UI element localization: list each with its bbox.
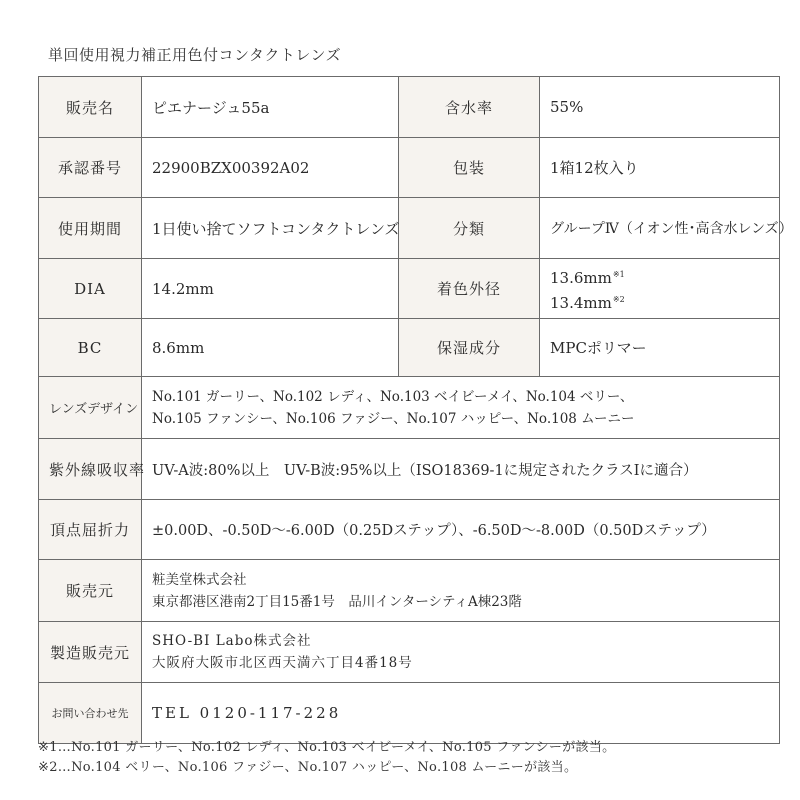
approval-number-label: 承認番号 xyxy=(39,138,142,198)
manufacturer-label: 製造販売元 xyxy=(39,622,142,683)
water-content-value: 55% xyxy=(540,77,780,138)
packaging-label: 包装 xyxy=(399,138,540,198)
distributor-address: 東京都港区港南2丁目15番1号 品川インターシティA棟23階 xyxy=(152,593,522,610)
colored-diameter-line2: 13.4mm xyxy=(550,293,612,312)
classification-label: 分類 xyxy=(399,198,540,259)
table-row xyxy=(39,319,780,377)
table-row xyxy=(39,198,780,259)
table-row xyxy=(39,138,780,198)
moisturizer-value: MPCポリマー xyxy=(540,319,780,377)
colored-diameter-value xyxy=(540,259,780,319)
distributor-value xyxy=(142,560,780,622)
packaging-value: 1箱12枚入り xyxy=(540,138,780,198)
manufacturer-address: 大阪府大阪市北区西天満六丁目4番18号 xyxy=(152,655,413,671)
table-row xyxy=(39,560,780,622)
distributor-label: 販売元 xyxy=(39,560,142,622)
uv-absorption-value: UV-A波:80%以上 UV-B波:95%以上（ISO18369-1に規定されたクラスⅠに適合） xyxy=(142,439,780,500)
dia-value: 14.2mm xyxy=(142,259,399,319)
manufacturer-name: SHO-BI Labo株式会社 xyxy=(152,633,312,649)
lens-design-value xyxy=(142,377,780,439)
table-row xyxy=(39,259,780,319)
footnote-1: ※1…No.101 ガーリー、No.102 レディ、No.103 ベイビーメイ、No.105 ファンシーが該当。 xyxy=(38,740,616,755)
uv-absorption-label: 紫外線吸収率 xyxy=(39,439,142,500)
contact-phone: TEL 0120-117-228 xyxy=(142,683,780,744)
dia-label: DIA xyxy=(39,259,142,319)
lens-design-label: レンズデザイン xyxy=(39,377,142,439)
table-row xyxy=(39,439,780,500)
usage-period-label: 使用期間 xyxy=(39,198,142,259)
sales-name-value: ピエナージュ55a xyxy=(142,77,399,138)
table-row xyxy=(39,77,780,138)
usage-period-value: 1日使い捨てソフトコンタクトレンズ xyxy=(142,198,399,259)
water-content-label: 含水率 xyxy=(399,77,540,138)
manufacturer-value xyxy=(142,622,780,683)
note1-marker: ※1 xyxy=(612,269,625,279)
footnote-2: ※2…No.104 ベリー、No.106 ファジー、No.107 ハッピー、No.108 ムーニーが該当。 xyxy=(38,760,578,775)
table-row xyxy=(39,500,780,560)
table-row xyxy=(39,683,780,744)
vertex-power-value: ±0.00D、-0.50D〜-6.00D（0.25Dステップ）、-6.50D〜-8.00D（0.50Dステップ） xyxy=(142,500,780,560)
footnotes xyxy=(38,738,615,778)
spec-table xyxy=(38,76,793,744)
classification-value: グループⅣ（イオン性･高含水レンズ） xyxy=(540,198,780,259)
bc-label: BC xyxy=(39,319,142,377)
bc-value: 8.6mm xyxy=(142,319,399,377)
contact-label: お問い合わせ先 xyxy=(39,683,142,744)
document-title: 単回使用視力補正用色付コンタクトレンズ xyxy=(48,46,342,64)
colored-diameter-label: 着色外径 xyxy=(399,259,540,319)
distributor-name: 粧美堂株式会社 xyxy=(152,571,247,588)
lens-design-line1: No.101 ガーリー、No.102 レディ、No.103 ベイビーメイ、No.104 ベリー、 xyxy=(152,388,634,405)
lens-design-line2: No.105 ファンシー、No.106 ファジー、No.107 ハッピー、No.108 ムーニー xyxy=(152,410,635,427)
sales-name-label: 販売名 xyxy=(39,77,142,138)
note2-marker: ※2 xyxy=(612,294,625,304)
approval-number-value: 22900BZX00392A02 xyxy=(142,138,399,198)
vertex-power-label: 頂点屈折力 xyxy=(39,500,142,560)
table-row xyxy=(39,377,780,439)
moisturizer-label: 保湿成分 xyxy=(399,319,540,377)
colored-diameter-line1: 13.6mm xyxy=(550,268,612,287)
table-row xyxy=(39,622,780,683)
